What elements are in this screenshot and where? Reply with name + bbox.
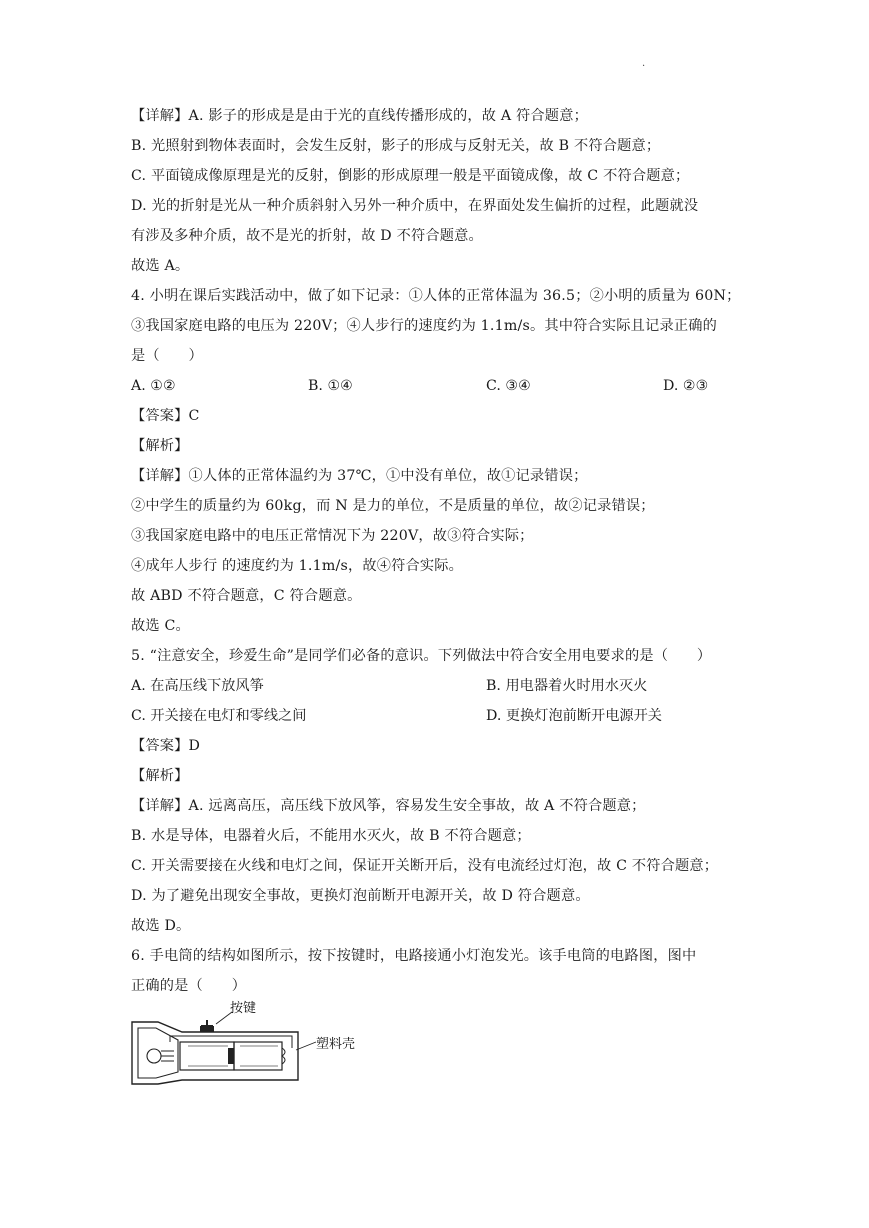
q5-option-b: B. 用电器着火时用水灭火	[486, 678, 648, 694]
q3-conclusion: 故选 A。	[131, 258, 190, 274]
q4-analysis-heading: 【解析】	[131, 438, 189, 454]
bulb-socket	[161, 1051, 174, 1061]
q3-detail-d-cont: 有涉及多种介质，故不是光的折射，故 D 不符合题意。	[131, 228, 483, 244]
q5-analysis-heading: 【解析】	[131, 768, 189, 784]
battery-terminal	[228, 1048, 234, 1064]
q4-option-b: B. ①④	[308, 378, 353, 394]
q5-option-a: A. 在高压线下放风筝	[131, 678, 264, 694]
q4-conclusion: 故选 C。	[131, 618, 190, 634]
q5-stem: 5. “注意安全，珍爱生命”是同学们必备的意识。下列做法中符合安全用电要求的是（ ）	[131, 648, 712, 664]
plastic-shell-outline	[132, 1022, 298, 1084]
bulb-icon	[147, 1049, 161, 1063]
q4-answer: 【答案】C	[131, 408, 200, 424]
q5-detail-b: B. 水是导体，电器着火后，不能用水灭火，故 B 不符合题意；	[131, 828, 531, 844]
corner-mark: .	[642, 58, 646, 69]
q3-detail-c: C. 平面镜成像原理是光的反射，倒影的形成原理一般是平面镜成像，故 C 不符合题意；	[131, 168, 690, 184]
q4-detail-4: ④成年人步行 的速度约为 1.1m/s，故④符合实际。	[131, 558, 464, 574]
q5-answer: 【答案】D	[131, 738, 201, 754]
q4-detail-3: ③我国家庭电路中的电压正常情况下为 220V，故③符合实际；	[131, 528, 534, 544]
q5-detail-c: C. 开关需要接在火线和电灯之间，保证开关断开后，没有电流经过灯泡，故 C 不符合题意；	[131, 858, 719, 874]
label-shell: 塑料壳	[316, 1037, 356, 1052]
q3-detail-a: 【详解】A. 影子的形成是是由于光的直线传播形成的，故 A 符合题意；	[131, 108, 588, 124]
q4-option-c: C. ③④	[486, 378, 531, 394]
q4-stem-line3: 是（ ）	[131, 348, 203, 364]
flashlight-figure	[130, 1000, 380, 1088]
q4-option-a: A. ①②	[131, 378, 176, 394]
q3-detail-b: B. 光照射到物体表面时，会发生反射，影子的形成与反射无关，故 B 不符合题意；	[131, 138, 661, 154]
q5-option-c: C. 开关接在电灯和零线之间	[131, 708, 307, 724]
q4-stem-line1: 4. 小明在课后实践活动中，做了如下记录：①人体的正常体温为 36.5；②小明的质量为 60N；	[131, 288, 741, 304]
q4-stem-line2: ③我国家庭电路的电压为 220V；④人步行的速度约为 1.1m/s。其中符合实际且记录正确的	[131, 318, 717, 334]
q5-detail-d: D. 为了避免出现安全事故，更换灯泡前断开电源开关，故 D 符合题意。	[131, 888, 590, 904]
q4-detail-5: 故 ABD 不符合题意，C 符合题意。	[131, 588, 362, 604]
q4-detail-2: ②中学生的质量约为 60kg，而 N 是力的单位，不是质量的单位，故②记录错误；	[131, 498, 655, 514]
q6-stem-line1: 6. 手电筒的结构如图所示，按下按键时，电路接通小灯泡发光。该手电筒的电路图，图中	[131, 948, 697, 964]
q4-option-d: D. ②③	[663, 378, 709, 394]
q3-detail-d: D. 光的折射是光从一种介质斜射入另外一种介质中，在界面处发生偏折的过程，此题就没	[131, 198, 699, 214]
q6-stem-line2: 正确的是（ ）	[131, 978, 247, 994]
q5-option-d: D. 更换灯泡前断开电源开关	[486, 708, 662, 724]
q5-detail-a: 【详解】A. 远离高压，高压线下放风筝，容易发生安全事故，故 A 不符合题意；	[131, 798, 646, 814]
q4-detail-1: 【详解】①人体的正常体温约为 37℃，①中没有单位，故①记录错误；	[131, 468, 588, 484]
q5-conclusion: 故选 D。	[131, 918, 191, 934]
label-button: 按键	[230, 1001, 257, 1016]
